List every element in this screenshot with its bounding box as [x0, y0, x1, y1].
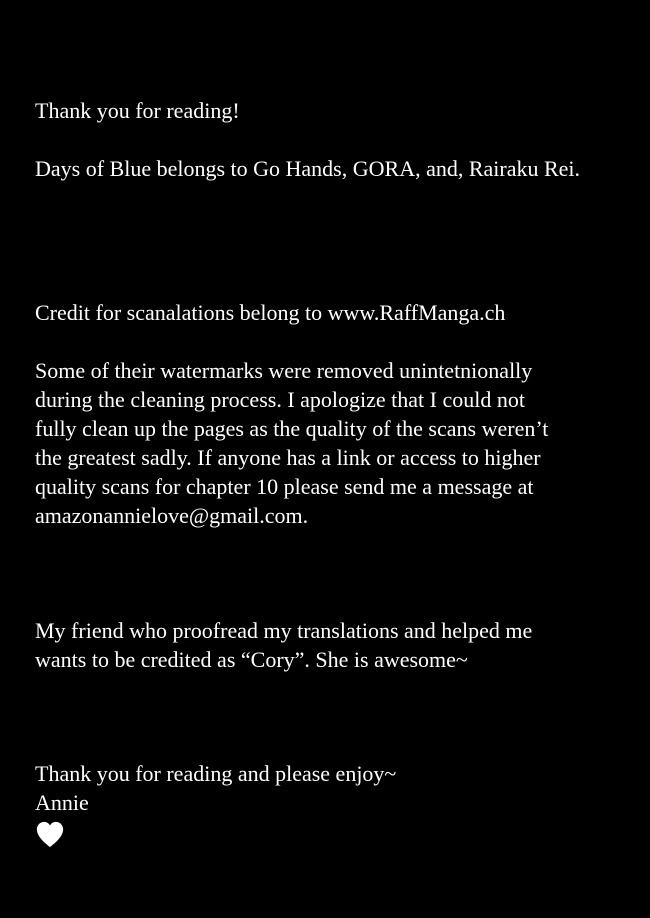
contact-email: amazonannielove@gmail.com. [35, 503, 309, 528]
watermark-note-line-3: fully clean up the pages as the quality of the scans weren’t [35, 416, 549, 441]
signature: Annie [35, 790, 89, 815]
scanlation-credit-text: Credit for scanalations belong to www.RaffManga.ch [35, 300, 506, 325]
proofreader-note-line-2: wants to be credited as “Cory”. She is awesome~ [35, 647, 468, 672]
heart-icon [35, 820, 65, 850]
watermark-note-line-4: the greatest sadly. If anyone has a link or access to higher [35, 445, 541, 470]
thanks-text: Thank you for reading! [35, 98, 240, 123]
watermark-note-line-2: during the cleaning process. I apologize that I could not [35, 387, 525, 412]
watermark-note-line-1: Some of their watermarks were removed unintetnionally [35, 358, 533, 383]
ownership-text: Days of Blue belongs to Go Hands, GORA, and, Rairaku Rei. [35, 156, 581, 181]
closing-text: Thank you for reading and please enjoy~ [35, 761, 397, 786]
watermark-note-line-5: quality scans for chapter 10 please send me a message at [35, 474, 534, 499]
proofreader-note-line-1: My friend who proofread my translations and helped me [35, 618, 533, 643]
